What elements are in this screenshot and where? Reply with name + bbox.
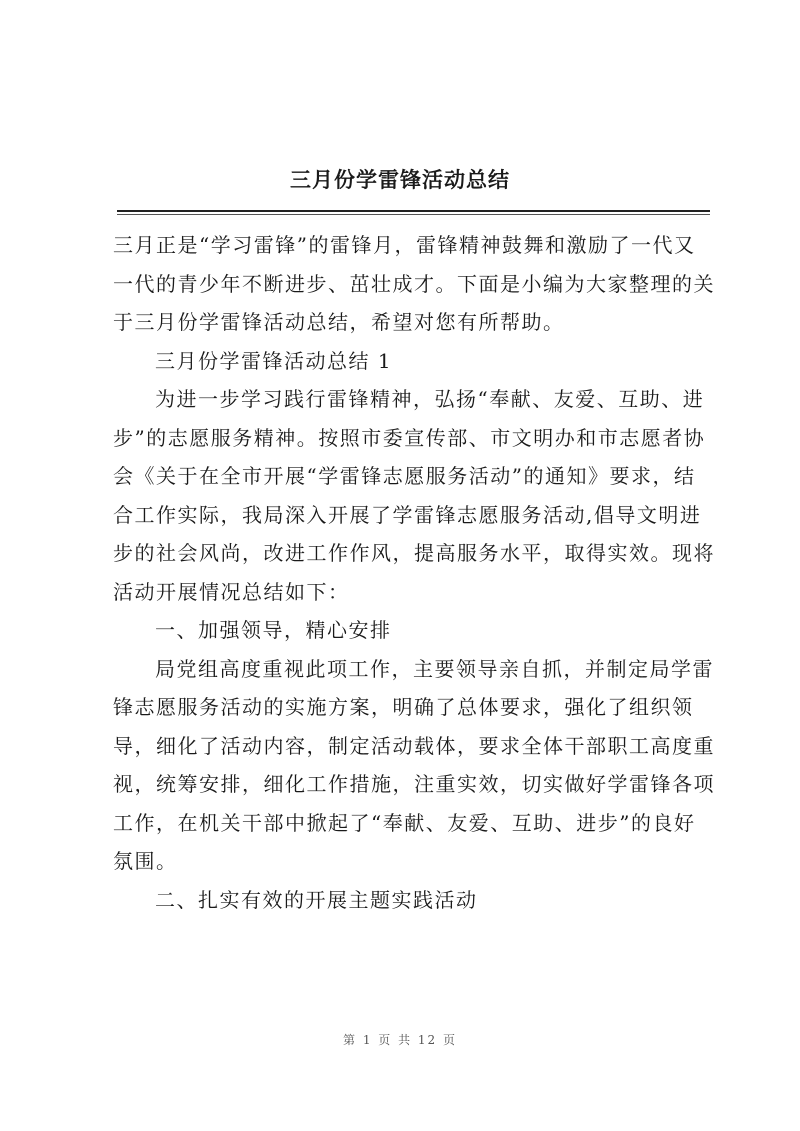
document-body: [113, 226, 713, 919]
document-title: 三月份学雷锋活动总结: [290, 168, 510, 192]
title-divider-thin: [117, 214, 710, 215]
text-line: 视，统筹安排，细化工作措施，注重实效，切实做好学雷锋各项: [113, 772, 715, 796]
text-line: 二、扎实有效的开展主题实践活动: [155, 887, 478, 912]
text-line: 导，细化了活动内容，制定活动载体，要求全体干部职工高度重: [113, 733, 715, 758]
text-line: 锋志愿服务活动的实施方案，明确了总体要求，强化了组织领: [113, 695, 694, 719]
text-line: 氛围。: [113, 849, 178, 873]
text-line: 合工作实际，我局深入开展了学雷锋志愿服务活动,倡导文明进: [113, 502, 702, 527]
text-line: 会《关于在全市开展“学雷锋志愿服务活动”的通知》要求，结: [113, 464, 696, 488]
text-line: 活动开展情况总结如下：: [113, 579, 350, 604]
text-line: 三月份学雷锋活动总结 1: [155, 348, 393, 373]
text-line: 局党组高度重视此项工作，主要领导亲自抓，并制定局学雷: [155, 656, 714, 681]
page-footer: 第 1 页 共 12 页: [343, 1033, 457, 1047]
title-divider: [117, 210, 710, 212]
text-line: 工作，在机关干部中掀起了“奉献、友爱、互助、进步”的良好: [113, 810, 696, 835]
text-line: 一、加强领导，精心安排: [155, 618, 392, 642]
text-line: 为进一步学习践行雷锋精神，弘扬“奉献、友爱、互助、进: [155, 387, 705, 411]
text-line: 步的社会风尚，改进工作作风，提高服务水平，取得实效。现将: [113, 541, 715, 565]
text-line: 三月正是“学习雷锋”的雷锋月，雷锋精神鼓舞和激励了一代又: [113, 233, 696, 257]
text-line: 步”的志愿服务精神。按照市委宣传部、市文明办和市志愿者协: [113, 425, 706, 450]
text-line: 于三月份学雷锋活动总结，希望对您有所帮助。: [113, 310, 565, 334]
text-line: 一代的青少年不断进步、茁壮成才。下面是小编为大家整理的关: [113, 271, 715, 296]
